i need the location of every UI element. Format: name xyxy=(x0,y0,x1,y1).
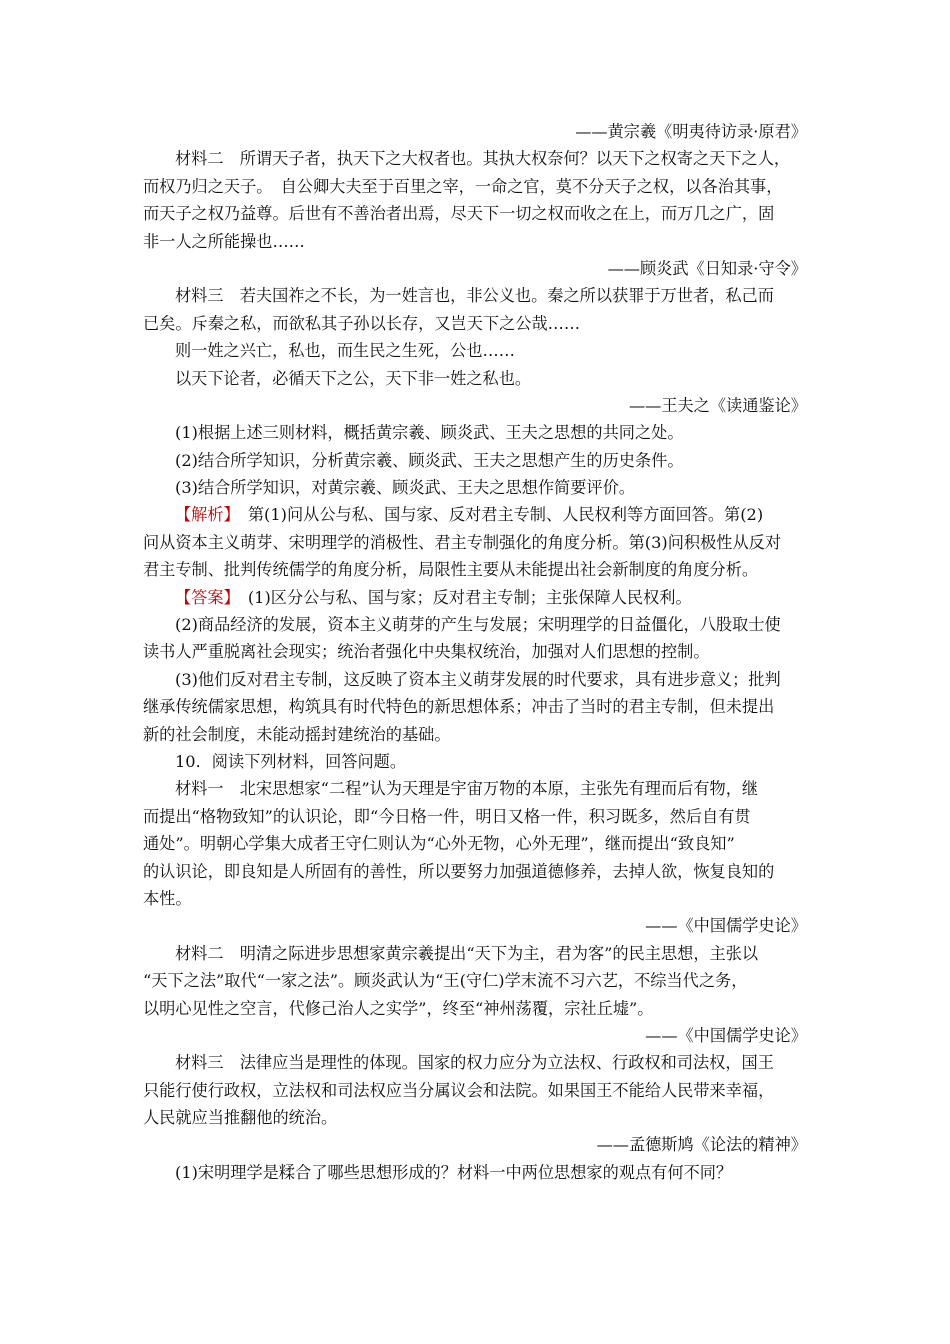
text-line xyxy=(143,501,807,528)
text-line xyxy=(143,584,807,611)
line-text: 第(1)问从公与私、国与家、反对君主专制、人民权利等方面回答。第(2) xyxy=(231,505,764,525)
text-line xyxy=(143,693,807,720)
line-text: 非一人之所能操也…… xyxy=(143,231,305,251)
line-text: ——顾炎武《日知录·守令》 xyxy=(607,258,807,278)
line-text: 君主专制、批判传统儒学的角度分析，局限性主要从未能提出社会新制度的角度分析。 xyxy=(143,560,759,580)
line-text: ——孟德斯鸠《论法的精神》 xyxy=(596,1135,807,1155)
text-line xyxy=(143,775,807,802)
line-text: 而天子之权乃益尊。后世有不善治者出焉，尽天下一切之权而收之在上，而万几之广，固 xyxy=(143,204,775,224)
text-line xyxy=(143,556,807,583)
line-text: 只能行使行政权，立法权和司法权应当分属议会和法院。如果国王不能给人民带来幸福， xyxy=(143,1080,775,1100)
line-text: 而权乃归之天子。 自公卿大夫至于百里之宰，一命之官，莫不分天子之权，以各治其事， xyxy=(143,176,783,196)
line-text: 材料二 明清之际进步思想家黄宗羲提出“天下为主，君为客”的民主思想，主张以 xyxy=(175,943,759,963)
text-line xyxy=(143,830,807,857)
text-line xyxy=(143,1077,807,1104)
text-line xyxy=(143,638,807,665)
line-text: “天下之法”取代“一家之法”。顾炎武认为“王(守仁)学末流不习六艺，不综当代之务， xyxy=(143,971,748,991)
text-line xyxy=(143,310,807,337)
line-text: 通处”。明朝心学集大成者王守仁则认为“心外无物，心外无理”，继而提出“致良知” xyxy=(143,834,735,854)
text-line xyxy=(143,967,807,994)
line-text: (2)结合所学知识，分析黄宗羲、顾炎武、王夫之思想产生的历史条件。 xyxy=(175,450,684,470)
text-line xyxy=(143,145,807,172)
text-line xyxy=(143,228,807,255)
document-body xyxy=(143,118,807,1186)
source-citation xyxy=(143,255,807,282)
text-line xyxy=(143,337,807,364)
line-text: (3)结合所学知识，对黄宗羲、顾炎武、王夫之思想作简要评价。 xyxy=(175,478,635,498)
text-line xyxy=(143,173,807,200)
line-text: 以天下论者，必循天下之公，天下非一姓之私也。 xyxy=(175,368,532,388)
line-text: 继承传统儒家思想，构筑具有时代特色的新思想体系；冲击了当时的君主专制，但未提出 xyxy=(143,697,775,717)
line-text: 已矣。斥秦之私，而欲私其子孙以长存，又岂天下之公哉…… xyxy=(143,313,581,333)
source-citation xyxy=(143,392,807,419)
line-text: (1)区分公与私、国与家；反对君主专制；主张保障人民权利。 xyxy=(231,587,692,607)
source-citation xyxy=(143,118,807,145)
line-text: 的认识论，即良知是人所固有的善性，所以要努力加强道德修养，去掉人欲，恢复良知的 xyxy=(143,861,775,881)
source-citation xyxy=(143,1022,807,1049)
text-line xyxy=(143,529,807,556)
text-line xyxy=(143,721,807,748)
line-text: ——王夫之《读通鉴论》 xyxy=(628,395,807,415)
text-line xyxy=(143,365,807,392)
line-text: (1)根据上述三则材料，概括黄宗羲、顾炎武、王夫之思想的共同之处。 xyxy=(175,423,684,443)
line-text: ——黄宗羲《明夷待访录·原君》 xyxy=(575,122,807,141)
line-text: 人民就应当推翻他的统治。 xyxy=(143,1108,338,1128)
text-line xyxy=(143,282,807,309)
text-line xyxy=(143,200,807,227)
text-line xyxy=(143,885,807,912)
line-text: ——《中国儒学史论》 xyxy=(645,1025,807,1045)
line-text: (2)商品经济的发展，资本主义萌芽的产生与发展；宋明理学的日益僵化，八股取士使 xyxy=(175,615,781,635)
text-line xyxy=(143,858,807,885)
line-text: ——《中国儒学史论》 xyxy=(645,916,807,936)
line-text: 问从资本主义萌芽、宋明理学的消极性、君主专制强化的角度分析。第(3)问积极性从反对 xyxy=(143,532,782,552)
text-line xyxy=(143,803,807,830)
text-line xyxy=(143,748,807,775)
text-line xyxy=(143,447,807,474)
section-tag: 【答案】 xyxy=(175,587,232,607)
line-text: (3)他们反对君主专制，这反映了资本主义萌芽发展的时代要求，具有进步意义；批判 xyxy=(175,669,781,689)
text-line xyxy=(143,995,807,1022)
text-line xyxy=(143,1049,807,1076)
line-text: 则一姓之兴亡，私也，而生民之生死，公也…… xyxy=(175,341,515,361)
line-text: 材料三 若夫国祚之不长，为一姓言也，非公义也。秦之所以获罪于万世者，私己而 xyxy=(175,286,774,306)
line-text: 新的社会制度，未能动摇封建统治的基础。 xyxy=(143,724,451,744)
source-citation xyxy=(143,912,807,939)
section-tag: 【解析】 xyxy=(175,505,232,525)
text-line xyxy=(143,666,807,693)
line-text: 本性。 xyxy=(143,888,192,908)
text-line xyxy=(143,940,807,967)
text-line xyxy=(143,1104,807,1131)
line-text: 材料三 法律应当是理性的体现。国家的权力应分为立法权、行政权和司法权，国王 xyxy=(175,1053,774,1073)
source-citation xyxy=(143,1131,807,1158)
line-text: 材料二 所谓天子者，执天下之大权者也。其执大权奈何？以天下之权寄之天下之人， xyxy=(175,149,791,169)
text-line xyxy=(143,1159,807,1186)
text-line xyxy=(143,611,807,638)
text-line xyxy=(143,419,807,446)
line-text: 10．阅读下列材料，回答问题。 xyxy=(175,751,407,771)
line-text: 读书人严重脱离社会现实；统治者强化中央集权统治，加强对人们思想的控制。 xyxy=(143,642,710,662)
line-text: 而提出“格物致知”的认识论，即“今日格一件，明日又格一件，积习既多，然后自有贯 xyxy=(143,806,751,826)
line-text: 材料一 北宋思想家“二程”认为天理是宇宙万物的本原，主张先有理而后有物，继 xyxy=(175,779,759,799)
line-text: (1)宋明理学是糅合了哪些思想形成的？材料一中两位思想家的观点有何不同？ xyxy=(175,1162,733,1182)
line-text: 以明心见性之空言，代修己治人之实学”，终至“神州荡覆，宗社丘墟”。 xyxy=(143,998,654,1018)
text-line xyxy=(143,474,807,501)
